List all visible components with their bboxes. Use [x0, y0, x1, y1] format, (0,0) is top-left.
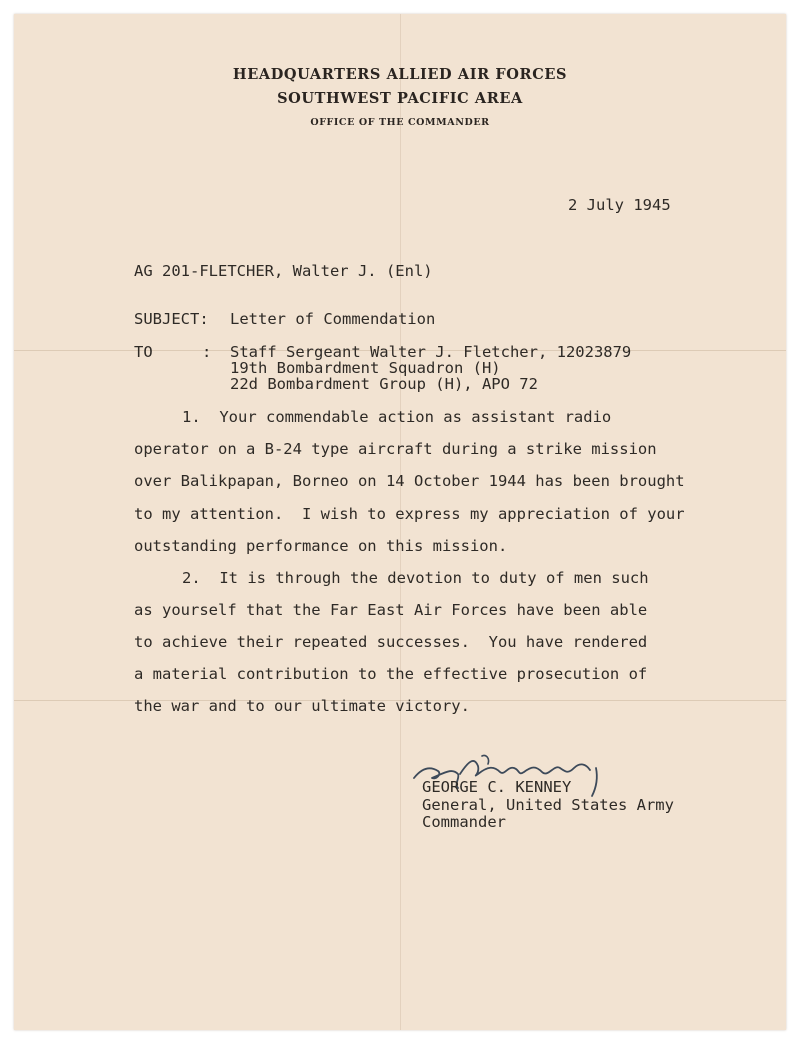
- paragraph-line: 2. It is through the devotion to duty of men such: [182, 569, 649, 587]
- letter-date: 2 July 1945: [568, 196, 671, 214]
- signatory-title: Commander: [422, 813, 506, 831]
- paragraph-line: 1. Your commendable action as assistant radio: [182, 408, 612, 426]
- recipient-line: Staff Sergeant Walter J. Fletcher, 12023879: [230, 343, 632, 361]
- subject-text: Letter of Commendation: [230, 310, 436, 328]
- letterhead-line-3: OFFICE OF THE COMMANDER: [310, 117, 490, 128]
- paragraph-line: as yourself that the Far East Air Forces have been able: [134, 601, 648, 619]
- paragraph-line: to achieve their repeated successes. You have rendered: [134, 633, 648, 651]
- to-label: TO: [134, 343, 153, 361]
- recipient-line: 22d Bombardment Group (H), APO 72: [230, 375, 538, 393]
- recipient-line: 19th Bombardment Squadron (H): [230, 359, 501, 377]
- to-separator: :: [202, 343, 212, 361]
- paragraph-line: outstanding performance on this mission.: [134, 537, 508, 555]
- paragraph-line: operator on a B-24 type aircraft during a strike mission: [134, 440, 657, 458]
- paragraph-line: over Balikpapan, Borneo on 14 October 1944 has been brought: [134, 472, 685, 490]
- file-reference: AG 201-FLETCHER, Walter J. (Enl): [134, 262, 433, 280]
- letterhead-line-1: HEADQUARTERS ALLIED AIR FORCES: [232, 66, 568, 83]
- signatory-name: GEORGE C. KENNEY: [422, 778, 572, 796]
- letterhead-line-2: SOUTHWEST PACIFIC AREA: [277, 90, 523, 107]
- paragraph-line: the war and to our ultimate victory.: [134, 697, 470, 715]
- paragraph-line: a material contribution to the effective prosecution of: [134, 665, 648, 683]
- signatory-rank: General, United States Army: [422, 796, 674, 814]
- subject-label: SUBJECT:: [134, 310, 209, 328]
- paragraph-line: to my attention. I wish to express my appreciation of your: [134, 505, 685, 523]
